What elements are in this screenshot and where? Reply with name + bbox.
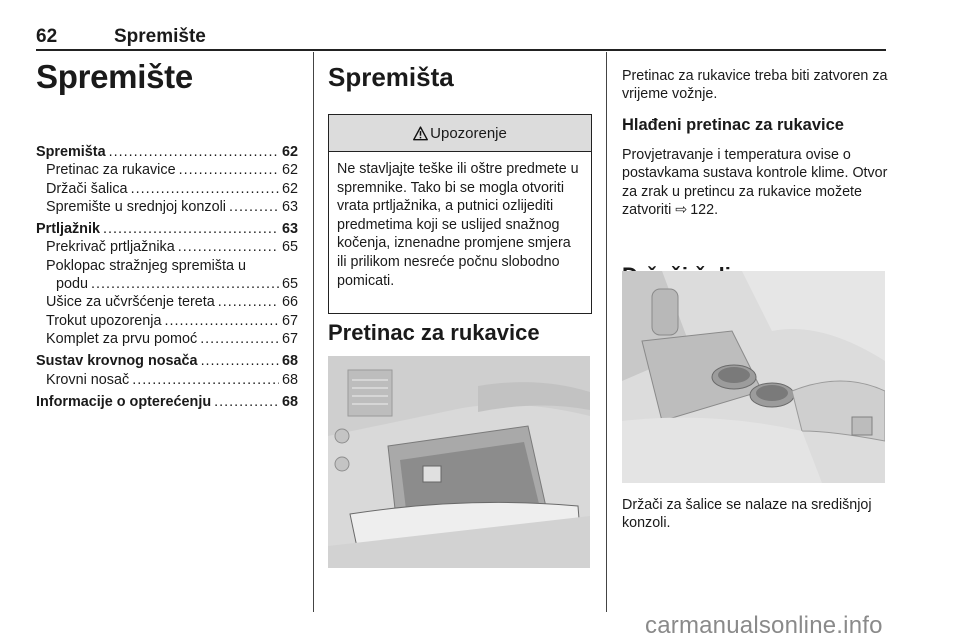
toc-label: Prekrivač prtljažnika xyxy=(46,239,175,256)
warning-box xyxy=(328,114,592,314)
toc-label: Prtljažnik xyxy=(36,221,100,238)
toc-label: Spremište u srednjoj konzoli xyxy=(46,198,226,215)
column-divider-left xyxy=(313,52,314,612)
toc-page: 67 xyxy=(281,312,298,329)
toc-page: 68 xyxy=(281,371,298,388)
toc-page: 65 xyxy=(281,239,298,256)
subsection-title-hladeni: Hlađeni pretinac za rukavice xyxy=(622,116,844,134)
cupholder-caption: Držači za šalice se nalaze na središnjoj konzoli. xyxy=(622,497,872,532)
page-number: 62 xyxy=(36,26,58,47)
chapter-title: Spremište xyxy=(36,58,193,95)
toc-page: 63 xyxy=(281,221,298,238)
toc-entry-trokut[interactable] xyxy=(36,312,298,330)
glovebox-paragraph: Pretinac za rukavice treba biti zatvoren za vrijeme vožnje. xyxy=(622,68,888,103)
reference-page-link[interactable]: 122. xyxy=(690,202,719,219)
toc-entry-krovni-sustav[interactable] xyxy=(36,352,298,370)
toc-entry-komplet[interactable] xyxy=(36,330,298,348)
toc-label: Pretinac za rukavice xyxy=(46,162,176,179)
toc-entry-pretinac[interactable] xyxy=(36,161,298,179)
toc-label: Informacije o opterećenju xyxy=(36,393,212,410)
warning-heading: Upozorenje xyxy=(430,124,507,142)
toc-page: 62 xyxy=(281,162,298,179)
header-rule xyxy=(36,49,886,51)
glovebox-illustration xyxy=(328,356,590,568)
toc-label: Trokut upozorenja xyxy=(46,312,162,329)
column-divider-right xyxy=(606,52,607,612)
toc-page: 62 xyxy=(281,180,298,197)
toc-page: 67 xyxy=(281,330,298,347)
cross-reference-arrow-icon: ⇨ xyxy=(675,202,688,219)
toc-entry-opterecenje[interactable] xyxy=(36,393,298,411)
toc-label: Ušice za učvršćenje tereta xyxy=(46,294,215,311)
toc-page: 63 xyxy=(281,198,298,215)
toc-label: Sustav krovnog nosača xyxy=(36,353,198,370)
section-title-pretinac: Pretinac za rukavice xyxy=(328,320,540,345)
watermark: carmanualsonline.info xyxy=(645,612,883,639)
toc-entry-prekrivac[interactable] xyxy=(36,238,298,256)
toc-entry-drzaci[interactable] xyxy=(36,180,298,198)
toc-page: 68 xyxy=(281,353,298,370)
toc-label: Spremišta xyxy=(36,144,106,160)
toc-page: 68 xyxy=(281,393,298,410)
table-of-contents xyxy=(36,143,298,411)
toc-entry-usice[interactable] xyxy=(36,293,298,311)
toc-label: Držači šalica xyxy=(46,180,128,197)
toc-label-line1: Poklopac stražnjeg spremišta u xyxy=(46,257,246,274)
toc-page: 66 xyxy=(281,294,298,311)
toc-page: 62 xyxy=(281,144,298,160)
toc-entry-prtljaznik[interactable] xyxy=(36,220,298,238)
cupholder-illustration xyxy=(622,271,885,483)
toc-label: Komplet za prvu pomoć xyxy=(46,330,198,347)
section-title-spremista: Spremišta xyxy=(328,62,454,92)
toc-page: 65 xyxy=(281,276,298,293)
toc-entry-spremista[interactable] xyxy=(36,143,298,161)
running-header: Spremište xyxy=(114,26,206,47)
warning-header xyxy=(329,115,591,152)
toc-label: podu xyxy=(56,276,89,293)
toc-entry-konzola[interactable] xyxy=(36,198,298,216)
cooled-glovebox-paragraph: Provjetravanje i temperatura ovise o postavkama sustava kontrole klime. Otvor za zrak u pretincu za rukavice možete zatvoriti ⇨ 122. xyxy=(622,147,888,219)
warning-text: Ne stavljajte teške ili oštre predmete u spremnike. Tako bi se mogla otvoriti vrata prtljažnika, a putnici ozlijediti predmetima koji se uslijed snažnog kočenja, iznenadne promjene smjera ili prilikom nesreće počnu slobodno pomicati. xyxy=(337,161,579,289)
toc-label: Krovni nosač xyxy=(46,371,130,388)
toc-entry-krovni-nosac[interactable] xyxy=(36,371,298,389)
toc-entry-poklopac[interactable] xyxy=(36,257,298,294)
warning-triangle-icon xyxy=(413,126,428,141)
